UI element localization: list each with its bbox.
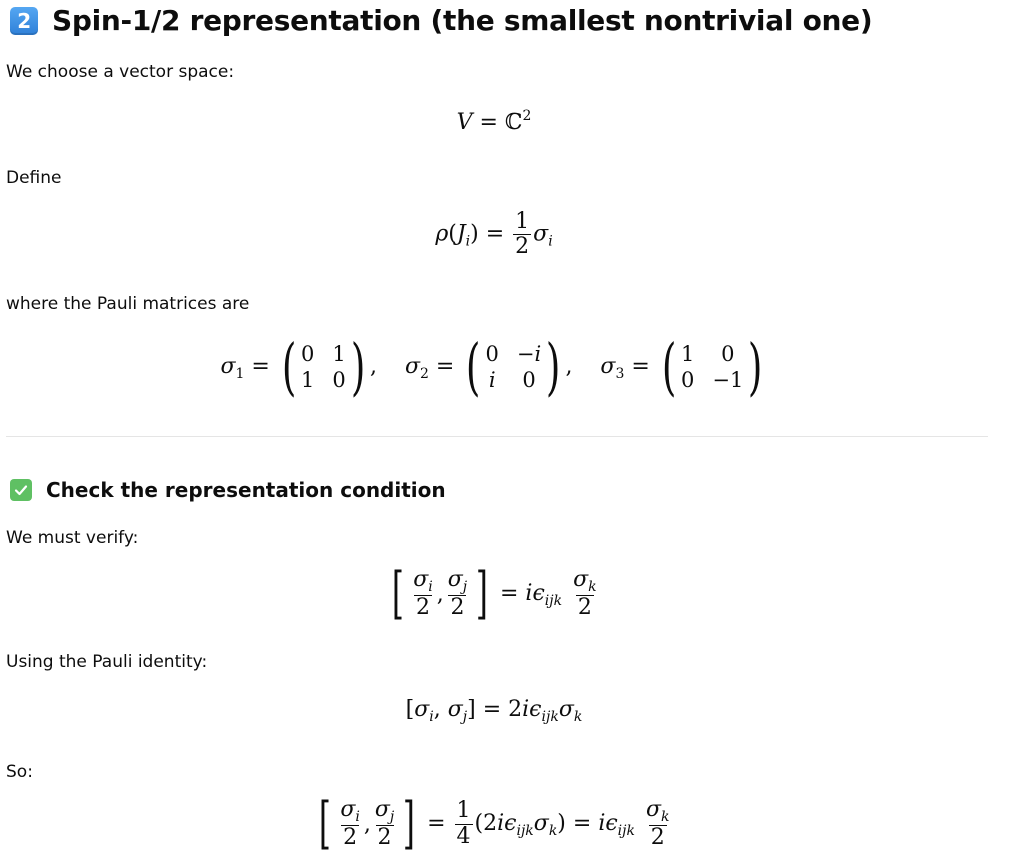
equation-vector-space: V = ℂ$^2$ [456,108,532,135]
section-title: Spin-1/2 representation (the smallest nontrivial one) [52,4,873,37]
matrix-sigma2: ( 0 −i i 0 ) [466,330,561,403]
section-heading [10,4,872,37]
paragraph-verify: We must verify: [6,528,139,548]
matrix-sigma1: ( 0 1 1 0 ) [281,330,366,403]
paragraph-define: Define [6,168,62,188]
equation-condition: [ $\frac{\sigma_i}{2}$ , $\frac{\sigma_j}{2}$ ] = $i\epsilon_{ijk}$ $\frac{\sigma_k}{2}$ [392,561,597,626]
matrix-sigma3: ( 1 0 0 −1 ) [661,330,763,403]
equation-pauli-identity: [$\sigma_i$, $\sigma_j] = 2i\epsilon_{ijk}\sigma_k$ [405,697,583,725]
equation-pauli-matrices: $\sigma_1$ = ( 0 1 1 0 ) , $\sigma_2$ = ( 0 −i i 0 ) , $\sigma_3$ = ( 1 0 0 −1 ) [0,336,988,398]
section-divider [6,436,988,437]
paragraph-choose: We choose a vector space: [6,62,235,82]
subheading [10,478,446,502]
subheading-title: Check the representation condition [46,478,446,502]
paragraph-using: Using the Pauli identity: [6,652,208,672]
equation-result: [ $\frac{\sigma_i}{2}$ , $\frac{\sigma_j}{2}$ ] = $\frac{1}{4}$ $(2i\epsilon_{ijk}\sigma_k) = i\epsilon_{ijk}$ $\frac{\sigma_k}{2}$ [319,791,670,856]
check-mark-icon [10,479,32,501]
paragraph-so: So: [6,762,33,782]
number-badge-icon: 2 [10,7,38,35]
paragraph-where: where the Pauli matrices are [6,294,250,314]
equation-rho-definition: $\rho(J_i)$ = $\frac{1}{2}$ $\sigma_i$ [435,209,553,260]
